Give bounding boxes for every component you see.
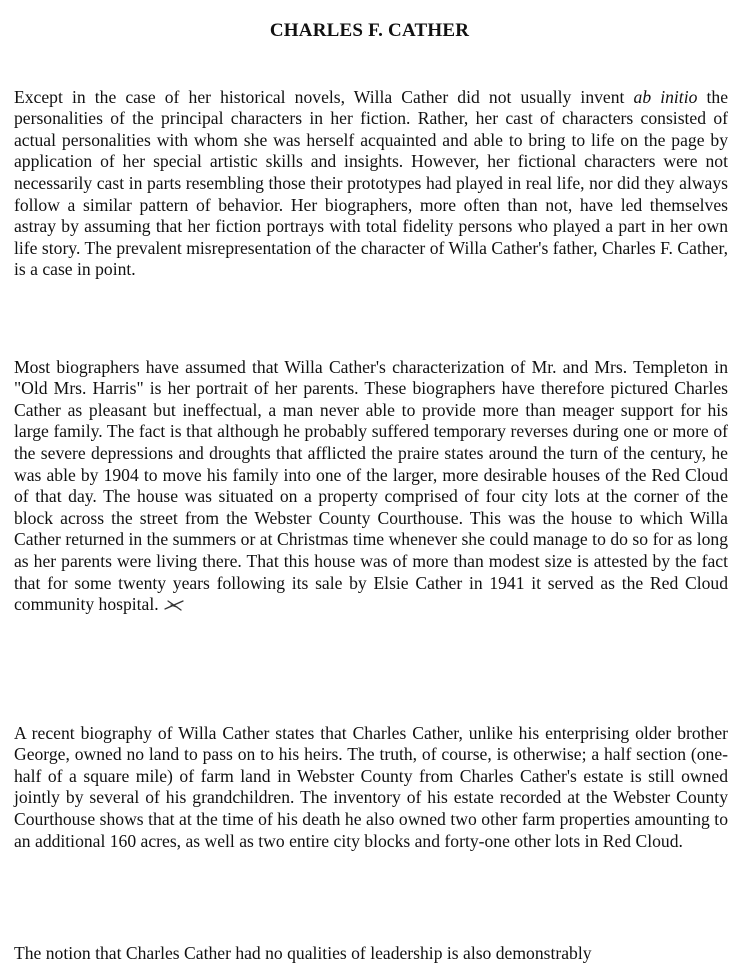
paragraph-1-italic: ab initio <box>633 86 698 107</box>
paragraph-2-text: Most biographers have assumed that Willa Cather's characterization of Mr. and Mrs. Templeton in "Old Mrs. Harris" is her portrait of her parents. These biographers have therefore pictured Charles Cather as pleasant but ineffectual, a man never able to provide more than meager support for his large family. The fact is that although he probably suffered temporary reverses during one or more of the severe depressions and droughts that afflicted the praire states around the turn of the century, he was able by 1904 to move his family into one of the larger, more desirable houses of the Red Cloud of that day. The house was situated on a property comprised of four city lots at the corner of the block across the street from the Webster County Courthouse. This was the house to which Willa Cather returned in the summers or at Christmas time whenever she could manage to do so for as long as her parents were living there. That this house was of more than modest size is attested by the fact that for some twenty years following its sale by Elsie Cather in 1941 it served as the Red Cloud community hospital. <box>14 356 728 615</box>
paragraph-3: A recent biography of Willa Cather states that Charles Cather, unlike his enterprising older brother George, owned no land to pass on to his heirs. The truth, of course, is otherwise; a half section (one-half of a square mile) of farm land in Webster County from Charles Cather's estate is still owned jointly by several of his grandchildren. The inventory of his estate recorded at the Webster County Courthouse shows that at the time of his death he also owned two other farm properties amounting to an additional 160 acres, as well as two entire city blocks and forty-one other lots in Red Cloud. <box>14 722 728 851</box>
handwritten-mark-icon <box>163 599 185 611</box>
paragraph-4: The notion that Charles Cather had no qualities of leadership is also demonstrably <box>14 942 592 963</box>
paragraph-1 <box>14 87 728 281</box>
document-title: CHARLES F. CATHER <box>269 20 470 41</box>
paragraph-1-start: Except in the case of her historical novels, Willa Cather did not usually invent <box>14 86 634 107</box>
paragraph-1-rest: the personalities of the principal characters in her fiction. Rather, her cast of characters consisted of actual personalities with whom she was herself acquainted and able to bring to life on the page by application of her special artistic skills and insights. However, her fictional characters were not necessarily cast in parts resembling those their prototypes had played in real life, nor did they always follow a similar pattern of behavior. Her biographers, more often than not, have led themselves astray by assuming that her fiction portrays with total fidelity persons who played a part in her own life story. The prevalent misrepresentation of the character of Willa Cather's father, Charles F. Cather, is a case in point. <box>14 86 728 280</box>
paragraph-2 <box>14 357 728 616</box>
